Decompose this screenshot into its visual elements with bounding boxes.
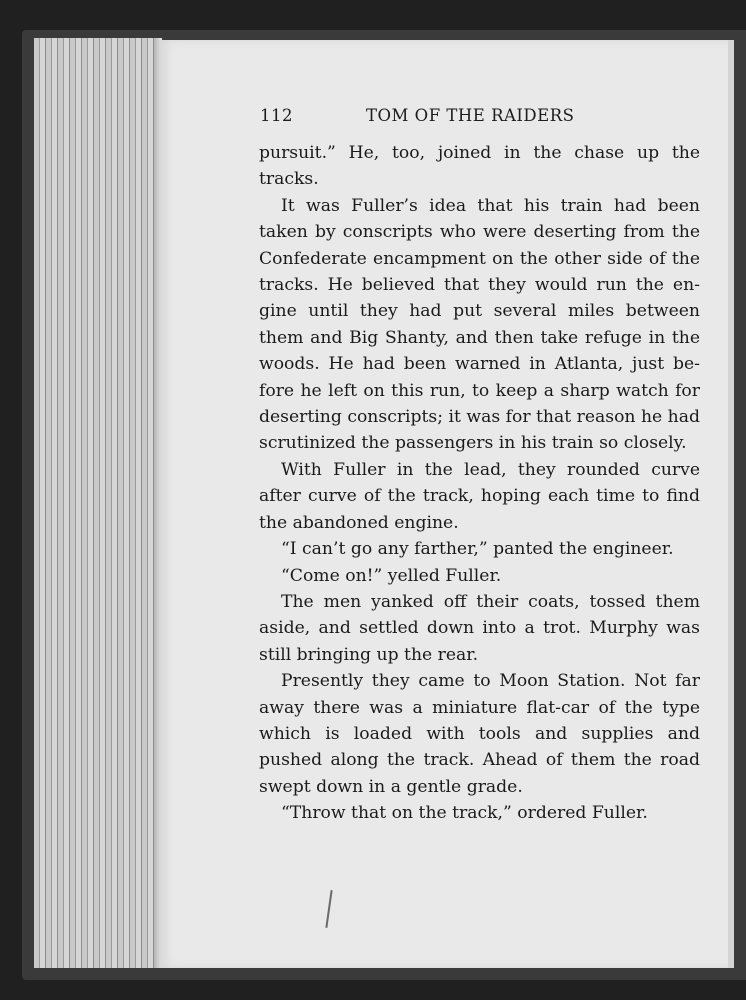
paragraph: “Throw that on the track,” ordered Fuller. [281, 803, 648, 824]
paragraph: “I can’t go any farther,” panted the engineer. [281, 539, 674, 560]
paragraph: With Fuller in the lead, they rounded curve after curve of the track, hoping each time to find the abandoned engine. [259, 459, 700, 533]
page-right-edge [728, 40, 734, 968]
paragraph: The men yanked off their coats, tossed them aside, and settled down into a trot. Murphy was still bringing up the rear. [259, 591, 700, 665]
paragraph: “Come on!” yelled Fuller. [281, 565, 502, 586]
pencil-mark [325, 890, 332, 928]
paragraph: Presently they came to Moon Station. Not far away there was a miniature flat-car of the type which is loaded with tools and supplies and pushed along the track. Ahead of them the road swept down in a gentle grade. [259, 671, 700, 797]
page-number: 112 [260, 106, 293, 125]
page-edges [34, 38, 162, 968]
body-text [259, 140, 700, 827]
paragraph: pursuit.” He, too, joined in the chase up the tracks. [259, 143, 700, 190]
running-title: TOM OF THE RAIDERS [366, 106, 575, 125]
paragraph: It was Fuller’s idea that his train had been taken by conscripts who were deserting from the Confederate encampment on the other side of the tracks. He believed that they would run the en-gine until they had put several miles between them and Big Shanty, and then take refuge in the woods. He had been warned in Atlanta, just be-fore he left on this run, to keep a sharp watch for deserting conscripts; it was for that reason he had scrutinized the passengers in his train so closely. [259, 195, 700, 454]
book-page [160, 40, 734, 968]
